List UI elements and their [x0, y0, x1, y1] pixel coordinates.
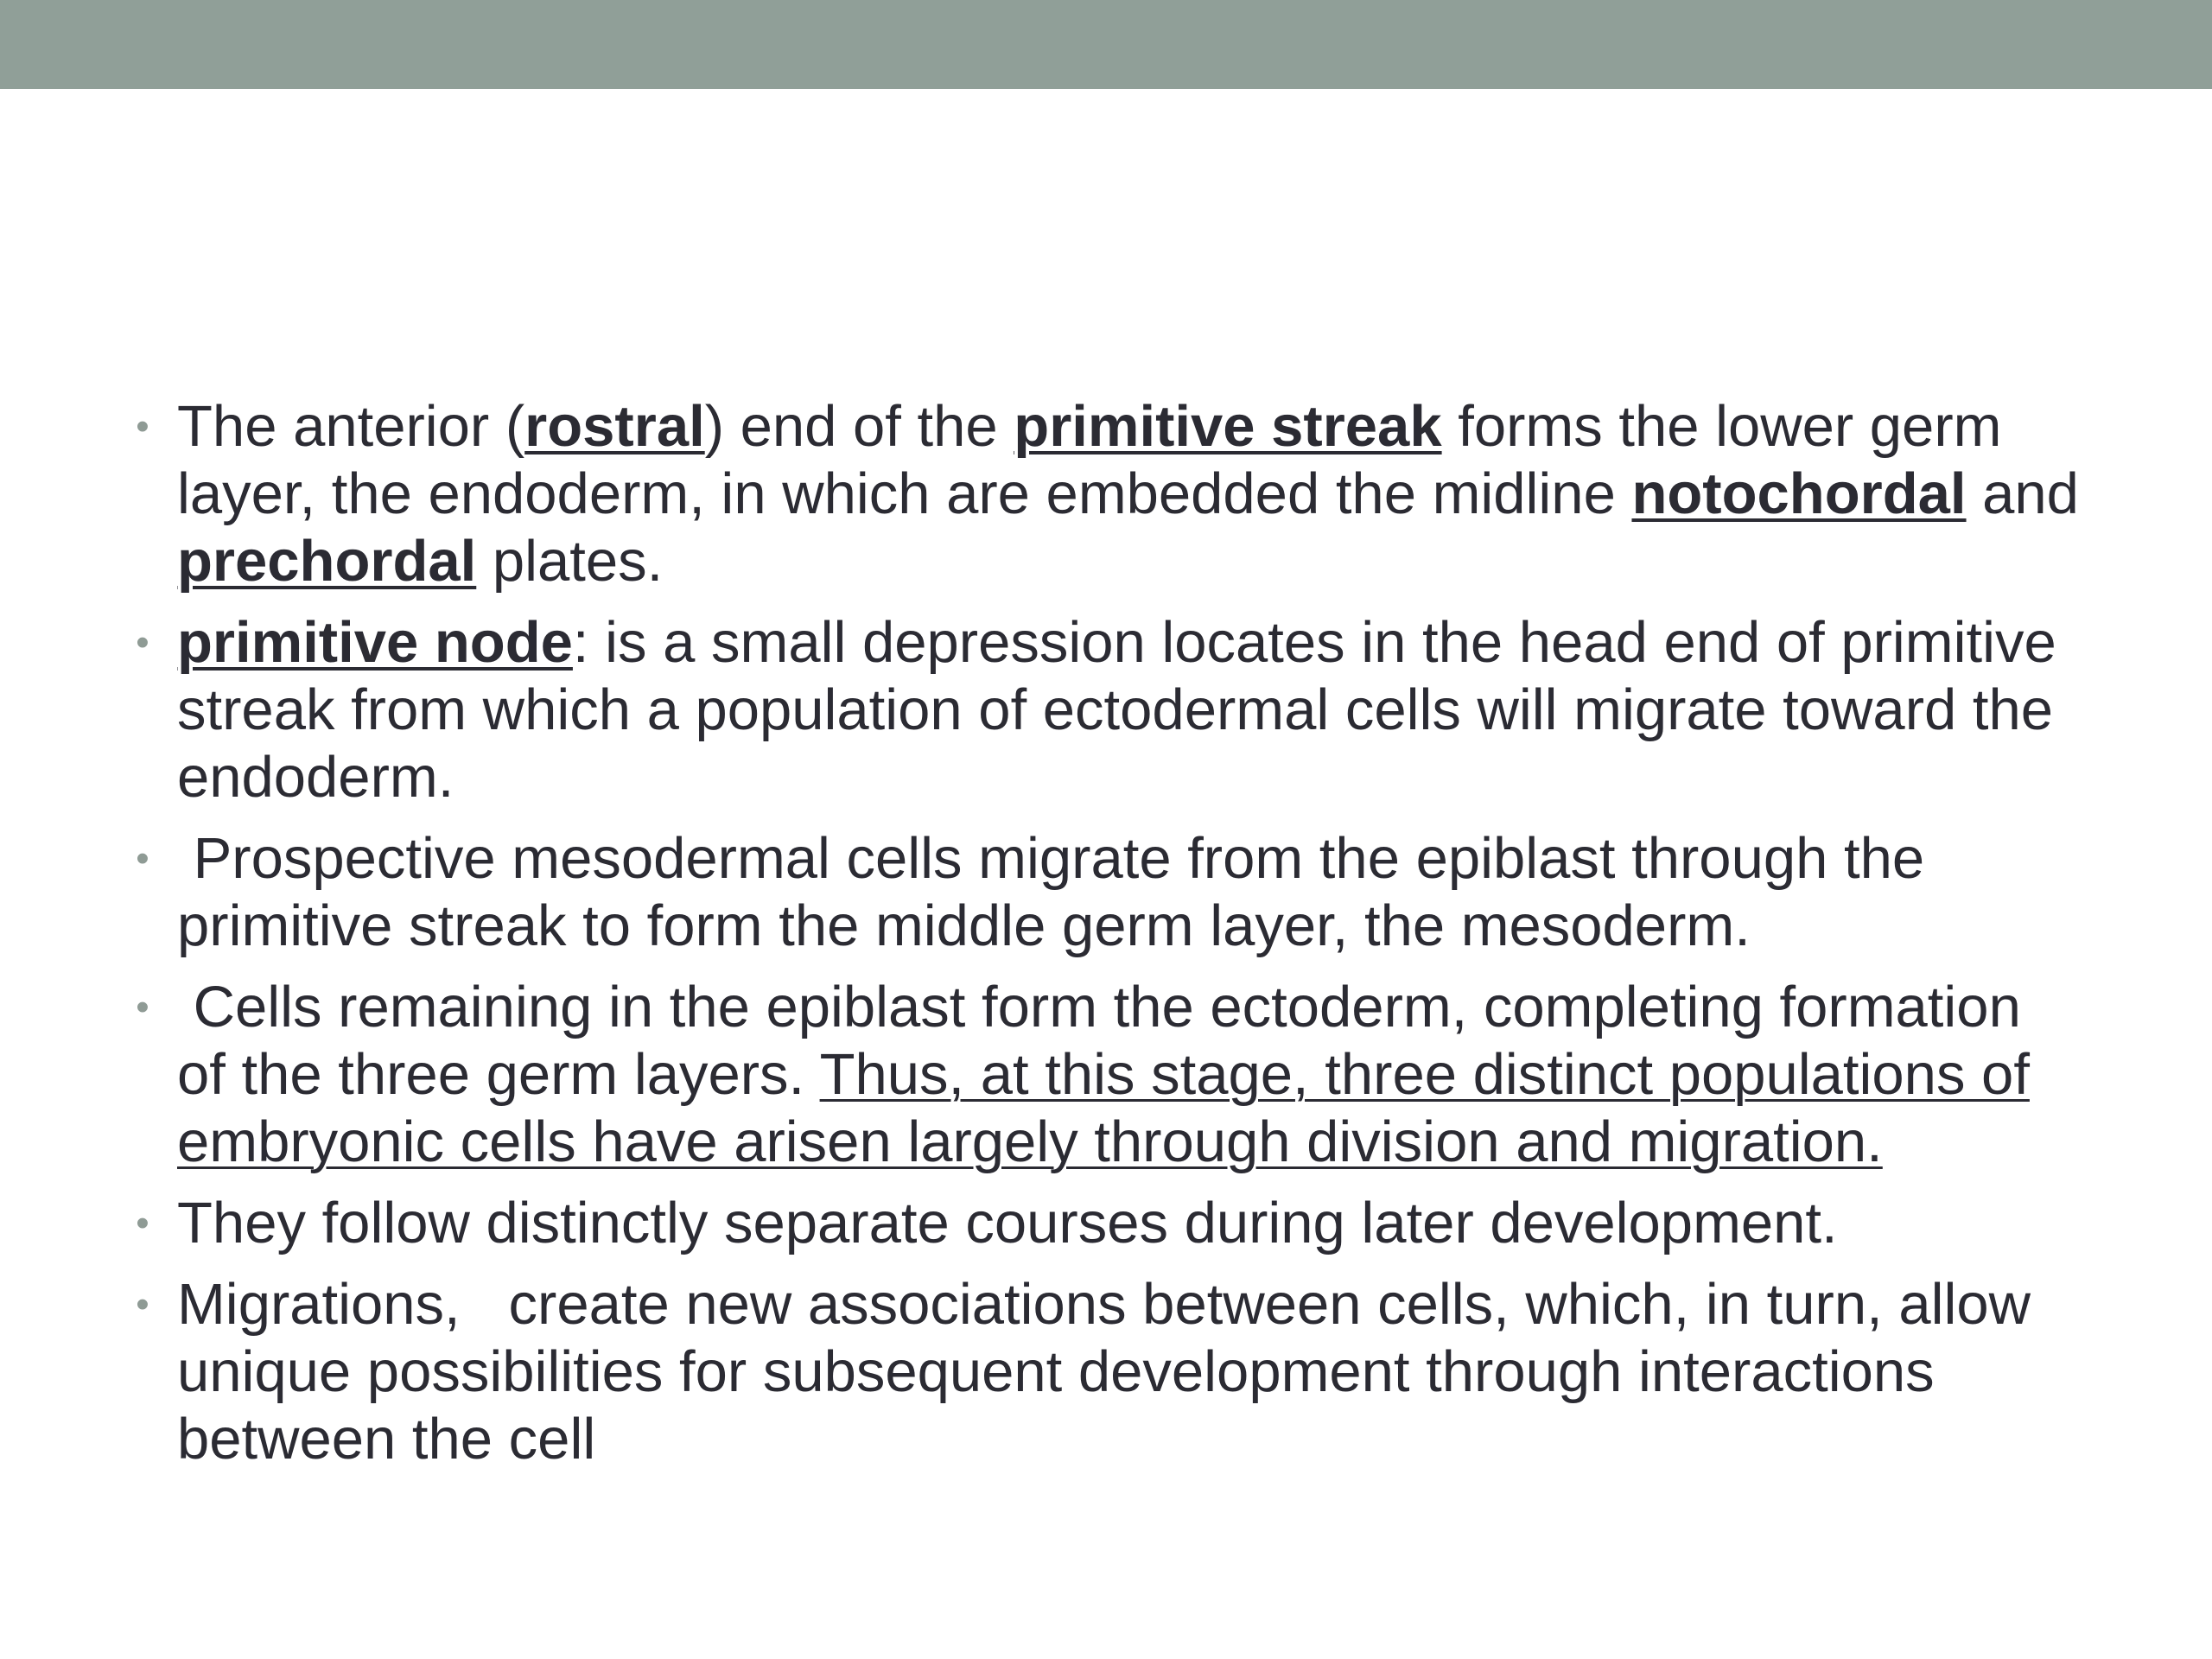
list-item-rostral: [130, 393, 2082, 595]
list-item-mesoderm: [130, 825, 2082, 960]
bullet-icon: •: [136, 837, 149, 880]
slide-content: [130, 393, 2082, 1487]
bullet-icon: •: [136, 1283, 149, 1325]
list-item-later-development: [130, 1190, 2082, 1257]
bullet-icon: •: [136, 405, 149, 448]
text: : is a small depression locates in the head end of primitive streak from which a population of ectodermal cells will migrate toward the endoderm.: [177, 610, 2056, 810]
text: Cells remaining in the epiblast form the ectoderm, completing formation of the three germ layers.: [177, 975, 2021, 1107]
text: ) end of the: [704, 394, 1014, 459]
bullet-list: [130, 393, 2082, 1473]
emphasis-text: Thus, at this stage, three distinct populations of embryonic cells have arisen largely through division and migration.: [177, 1042, 2030, 1174]
list-item-migrations: [130, 1271, 2082, 1473]
top-bar: [0, 0, 2212, 89]
term-primitive-streak: primitive streak: [1014, 394, 1442, 459]
bullet-icon: •: [136, 986, 149, 1028]
text: Prospective mesodermal cells migrate from the epiblast through the primitive streak to form the middle germ layer, the mesoderm.: [177, 826, 1925, 958]
text: They follow distinctly separate courses during later development.: [177, 1191, 1838, 1255]
bullet-icon: •: [136, 1202, 149, 1244]
list-item-primitive-node: [130, 609, 2082, 811]
text: The anterior (: [177, 394, 525, 459]
term-rostral: rostral: [524, 394, 705, 459]
list-item-ectoderm: [130, 974, 2082, 1176]
text: Migrations, create new associations between cells, which, in turn, allow unique possibilities for subsequent development through interactions between the cell: [177, 1272, 2031, 1471]
term-primitive-node: primitive node: [177, 610, 573, 675]
text: forms the lower germ layer, the endoderm, in which are embedded the midline: [177, 394, 2002, 526]
text: plates.: [476, 529, 664, 594]
text: and: [1966, 461, 2079, 526]
term-notochordal: notochordal: [1631, 461, 1967, 526]
term-prechordal: prechordal: [177, 529, 477, 594]
bullet-icon: •: [136, 621, 149, 664]
